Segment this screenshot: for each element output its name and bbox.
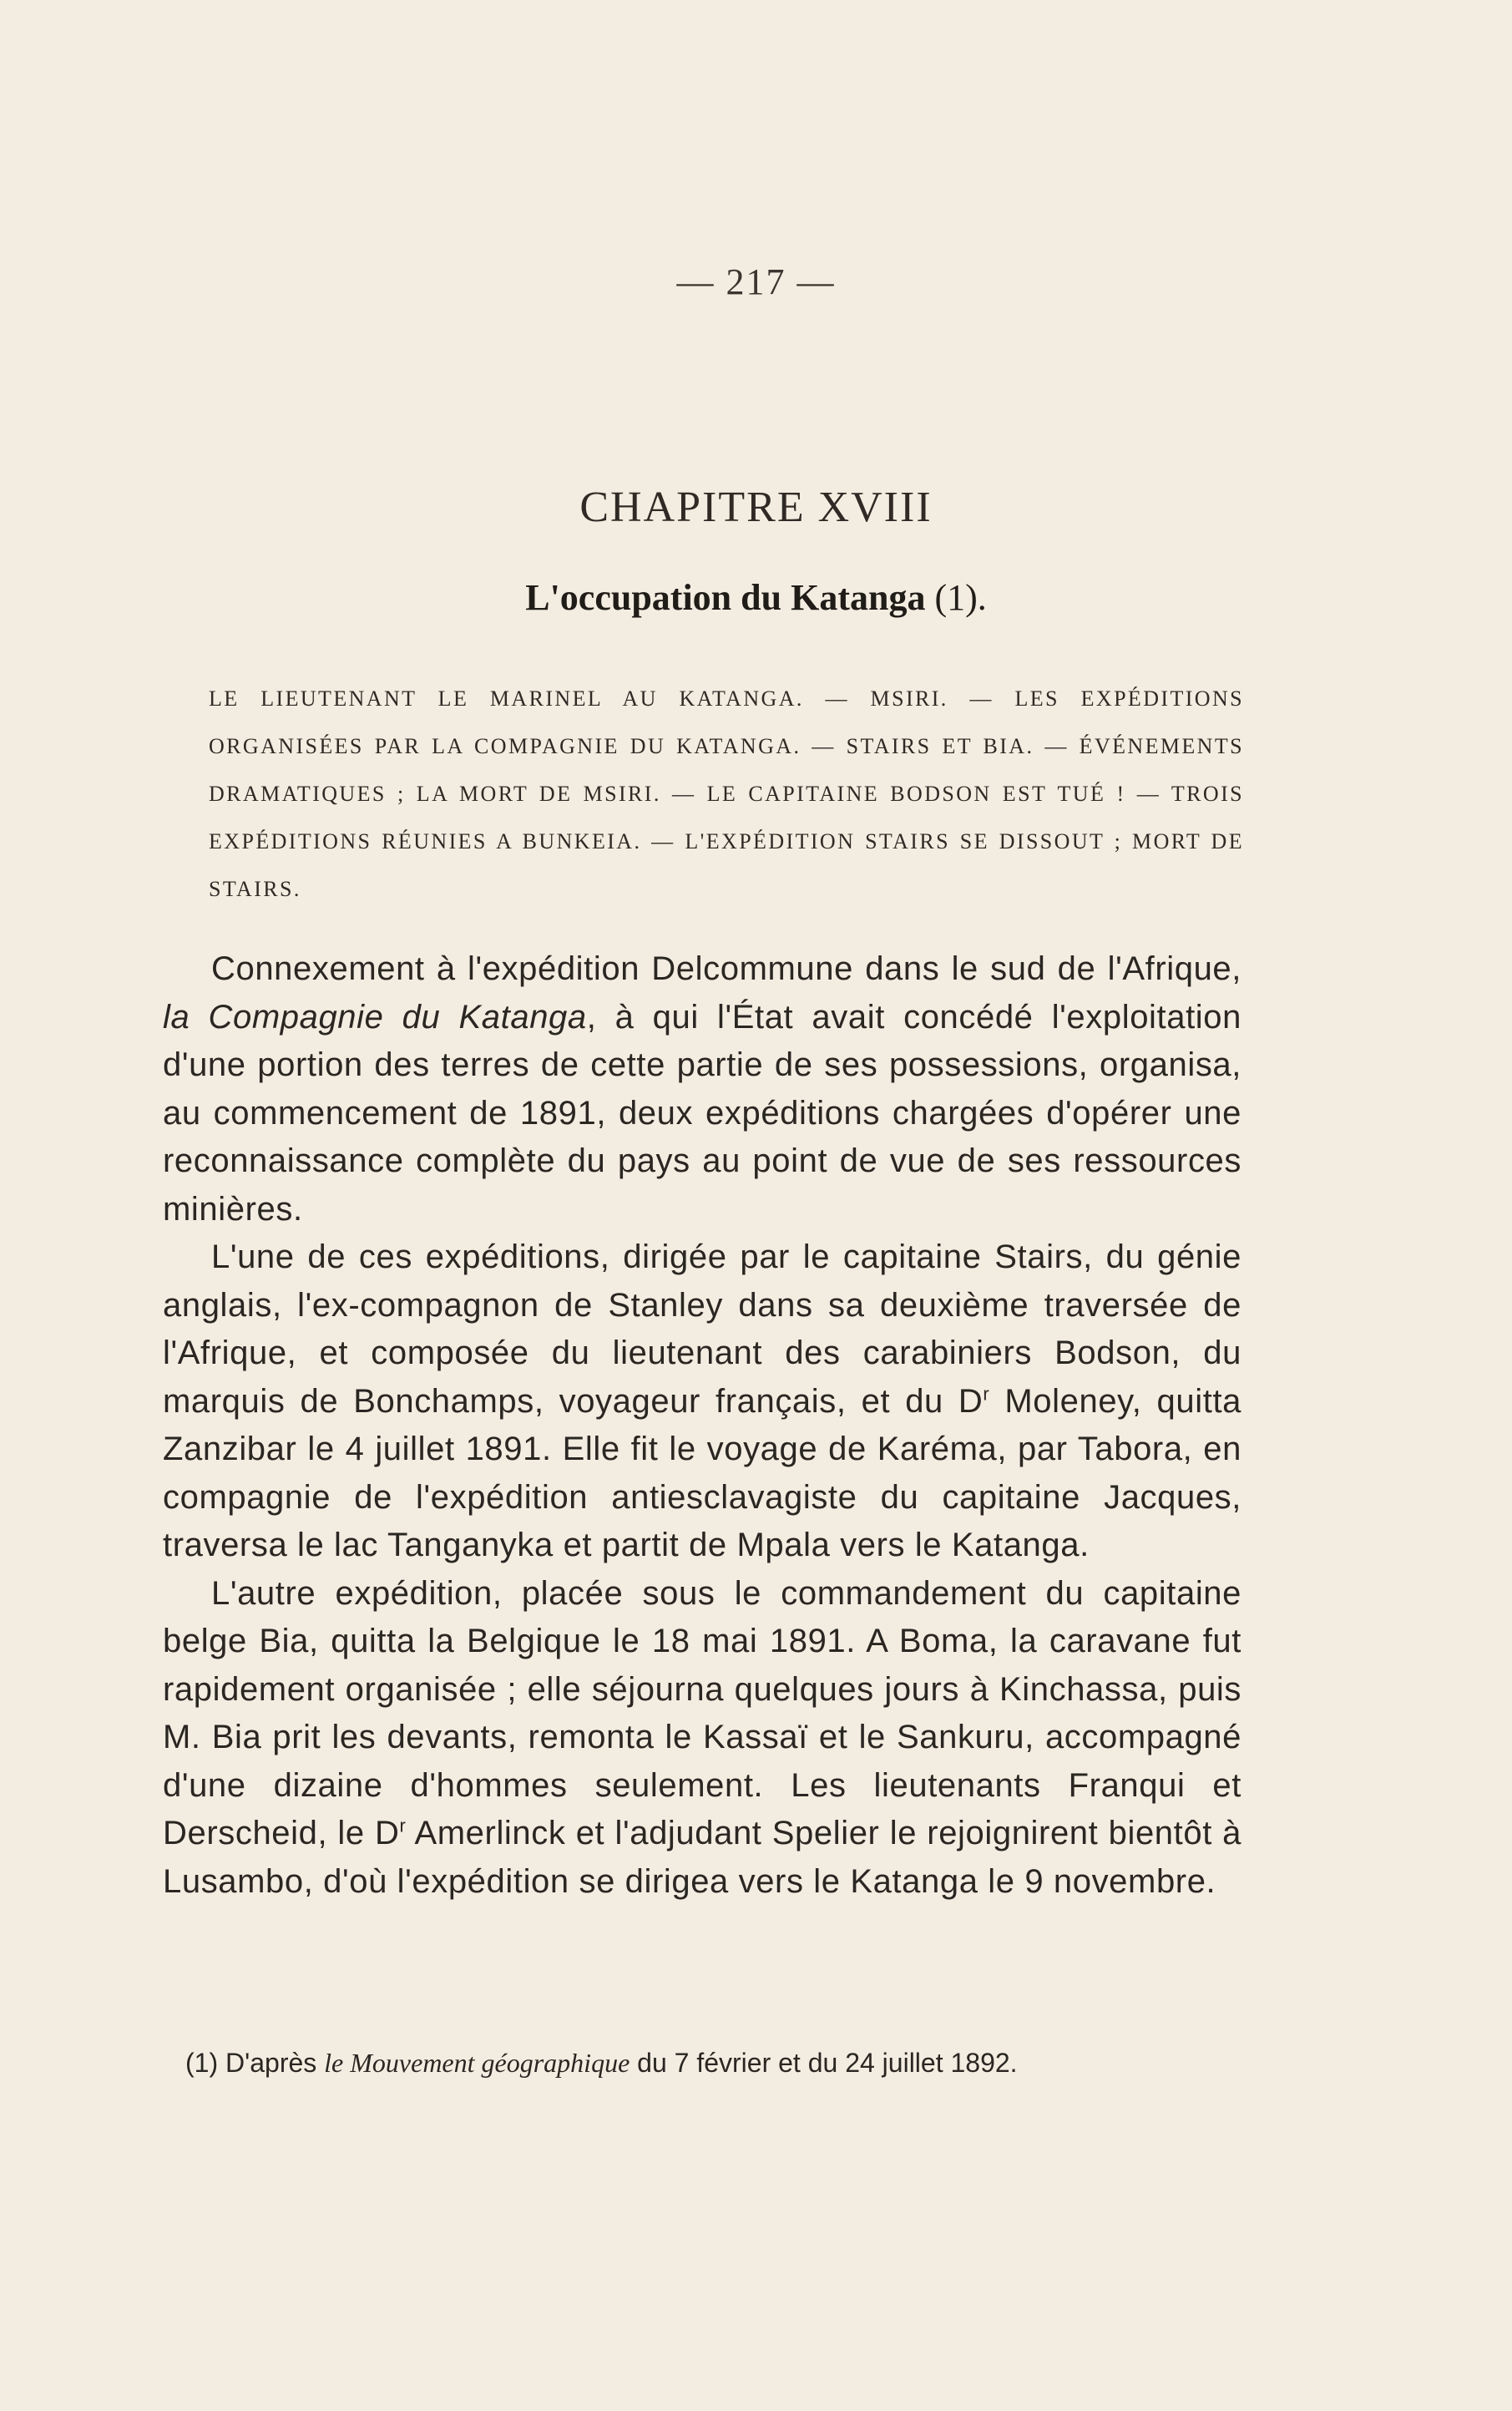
paragraph-3-superscript: r xyxy=(399,1815,407,1836)
chapter-subtitle-text: L'occupation du Katanga xyxy=(525,577,926,618)
summary-text: LE LIEUTENANT LE MARINEL AU KATANGA. — MSIRI. — LES EXPÉDITIONS ORGANISÉES PAR LA COMPAGNIE DU KATANGA. — STAIRS ET BIA. — ÉVÉNEMENTS DRAMATIQUES ; LA MORT DE MSIRI. — LE CAPITAINE BODSON EST TUÉ ! — TROIS EXPÉDITIONS RÉUNIES A BUNKEIA. — L'EXPÉDITION STAIRS SE DISSOUT ; MORT DE STAIRS. xyxy=(209,686,1244,901)
footnote-before: (1) D'après xyxy=(185,2048,325,2078)
footnote-reference: (1). xyxy=(925,577,987,618)
chapter-title: CHAPITRE XVIII xyxy=(579,484,933,531)
body-text xyxy=(163,945,1241,1906)
footnote-italic: le Mouvement géographique xyxy=(324,2048,630,2078)
paragraph-3-after: Amerlinck et l'adjudant Spelier le rejoignirent bientôt à Lusambo, d'où l'expédition se dirigea vers le Katanga le 9 novembre. xyxy=(163,1815,1241,1900)
paragraph-2-after: Moleney, quitta Zanzibar le 4 juillet 1891. Elle fit le voyage de Karéma, par Tabora, en compagnie de l'expédition antiesclavagiste du capitaine Jacques, traversa le lac Tanganyka et partit de Mpala vers le Katanga. xyxy=(163,1382,1242,1563)
paragraph-2-before: L'une de ces expéditions, dirigée par le capitaine Stairs, du génie anglais, l'ex-compagnon de Stanley dans sa deuxième traversée de l'Afrique, et composée du lieutenant des carabiniers Bodson, du marquis de Bonchamps, voyageur français, et du D xyxy=(163,1238,1241,1420)
chapter-subtitle xyxy=(0,576,1512,619)
paragraph-3 xyxy=(163,1570,1241,1907)
paragraph-1-after: , à qui l'État avait concédé l'exploitation d'une portion des terres de cette partie de ses possessions, organisa, au commencement de 1891, deux expéditions chargées d'opérer une reconnaissance complète du pays au point de vue de ses ressources minières. xyxy=(163,998,1241,1228)
paragraph-1-before: Connexement à l'expédition Delcommune dans le sud de l'Afrique, xyxy=(211,950,1241,987)
paragraph-1-italic: la Compagnie du Katanga xyxy=(163,998,587,1036)
paragraph-3-before: L'autre expédition, placée sous le commandement du capitaine belge Bia, quitta la Belgique le 18 mai 1891. A Boma, la caravane fut rapidement organisée ; elle séjourna quelques jours à Kinchassa, puis M. Bia prit les devants, remonta le Kassaï et le Sankuru, accompagné d'une dizaine d'hommes seulement. Les lieutenants Franqui et Derscheid, le D xyxy=(163,1574,1241,1851)
footnote xyxy=(185,2044,1254,2081)
paragraph-2-superscript: r xyxy=(983,1383,990,1405)
footnote-after: du 7 février et du 24 juillet 1892. xyxy=(630,2048,1018,2078)
page-number: — 217 — xyxy=(676,261,836,302)
paragraph-1 xyxy=(163,945,1241,1233)
paragraph-2 xyxy=(163,1233,1241,1570)
chapter-summary xyxy=(209,675,1244,913)
